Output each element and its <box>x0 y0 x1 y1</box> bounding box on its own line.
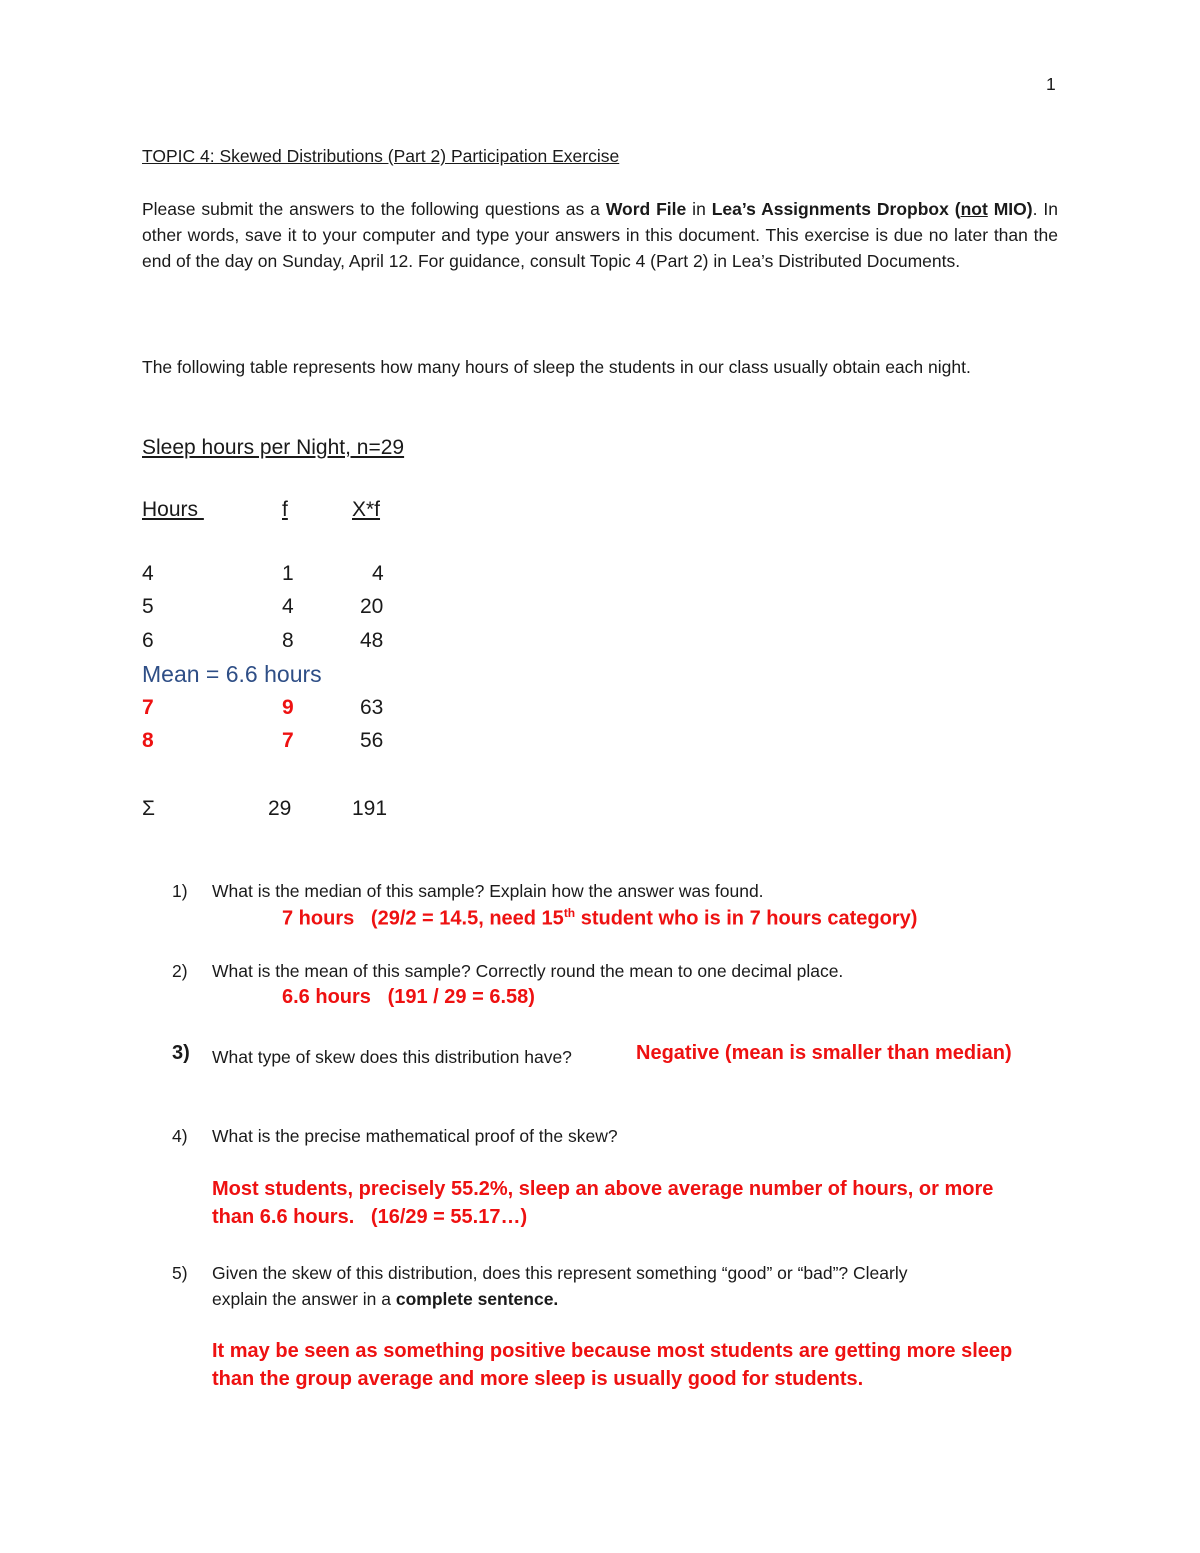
answer-text: 6.6 hours (191 / 29 = 6.58) <box>282 986 535 1008</box>
intro-text-3: . In other words, save it to your computer and type your answers in this document. This exercise is due no later than the end of the day on Sunday, April 12. For guidance, consult Topic 4 (Part 2) in Lea’s Distributed Documents. <box>142 199 1058 271</box>
sum-xf: 191 <box>352 797 388 820</box>
table-row-f: 4 <box>282 595 294 618</box>
answer-text: Negative (mean is smaller than median) <box>636 1042 1012 1064</box>
not-text: not <box>960 199 988 219</box>
page-title: TOPIC 4: Skewed Distributions (Part 2) Participation Exercise <box>142 146 620 166</box>
table-row-f: 8 <box>282 629 294 652</box>
answer-text <box>282 906 917 931</box>
answer-line: It may be seen as something positive because most students are getting more sleep <box>212 1340 1013 1362</box>
table-row-hours: 4 <box>142 562 154 585</box>
question-text: Given the skew of this distribution, does this represent something “good” or “bad”? Clearly <box>212 1263 908 1283</box>
answer-line: than 6.6 hours. (16/29 = 55.17…) <box>212 1206 528 1228</box>
question-text-part: explain the answer in a <box>212 1289 396 1309</box>
word-file-text: Word File <box>605 199 687 219</box>
answer-line: Most students, precisely 55.2%, sleep an above average number of hours, or more <box>212 1178 994 1200</box>
header-xf: X*f <box>352 498 381 521</box>
table-row-hours: 6 <box>142 629 154 652</box>
complete-sentence-text: complete sentence. <box>395 1289 559 1309</box>
table-row-xf: 48 <box>360 629 384 652</box>
table-row-xf: 20 <box>360 595 384 618</box>
intro-text-1: Please submit the answers to the following questions as a <box>142 199 606 219</box>
mio-text: MIO) <box>993 199 1033 219</box>
answer-part: student who is in 7 hours category) <box>575 907 918 930</box>
table-row-xf: 4 <box>372 562 384 585</box>
table-row-hours: 5 <box>142 595 154 618</box>
question-number: 2) <box>172 961 188 981</box>
table-row-xf: 56 <box>360 729 384 752</box>
instructions-paragraph <box>142 196 1058 274</box>
table-row-xf: 63 <box>360 696 384 719</box>
question-number: 4) <box>172 1126 188 1146</box>
table-row-hours: 8 <box>142 729 154 752</box>
table-row-hours: 7 <box>142 696 154 719</box>
question-number: 1) <box>172 881 188 901</box>
question-text: What is the median of this sample? Explain how the answer was found. <box>212 881 764 901</box>
table-intro-paragraph: The following table represents how many hours of sleep the students in our class usually obtain each night. <box>142 357 971 377</box>
answer-part: 7 hours (29/2 = 14.5, need 15 <box>282 907 564 930</box>
page-number: 1 <box>1046 74 1056 94</box>
table-heading: Sleep hours per Night, n=29 <box>142 436 405 459</box>
table-row-f: 1 <box>282 562 294 585</box>
table-row-f: 7 <box>282 729 294 752</box>
answer-superscript: th <box>563 906 576 920</box>
intro-text-2: in <box>686 199 712 219</box>
question-number: 3) <box>172 1042 190 1064</box>
mean-label: Mean = 6.6 hours <box>142 661 322 687</box>
dropbox-text: Lea’s Assignments Dropbox ( <box>711 199 961 219</box>
question-text: What type of skew does this distribution have? <box>212 1047 572 1067</box>
question-number: 5) <box>172 1263 188 1283</box>
sum-f: 29 <box>268 797 292 820</box>
sum-symbol: Σ <box>142 797 155 820</box>
answer-line: than the group average and more sleep is usually good for students. <box>212 1368 864 1390</box>
question-text <box>212 1286 558 1312</box>
question-text: What is the precise mathematical proof of the skew? <box>212 1126 618 1146</box>
header-hours: Hours <box>142 498 204 521</box>
table-row-f: 9 <box>282 696 294 719</box>
question-text: What is the mean of this sample? Correctly round the mean to one decimal place. <box>212 961 844 981</box>
header-f: f <box>282 498 288 521</box>
